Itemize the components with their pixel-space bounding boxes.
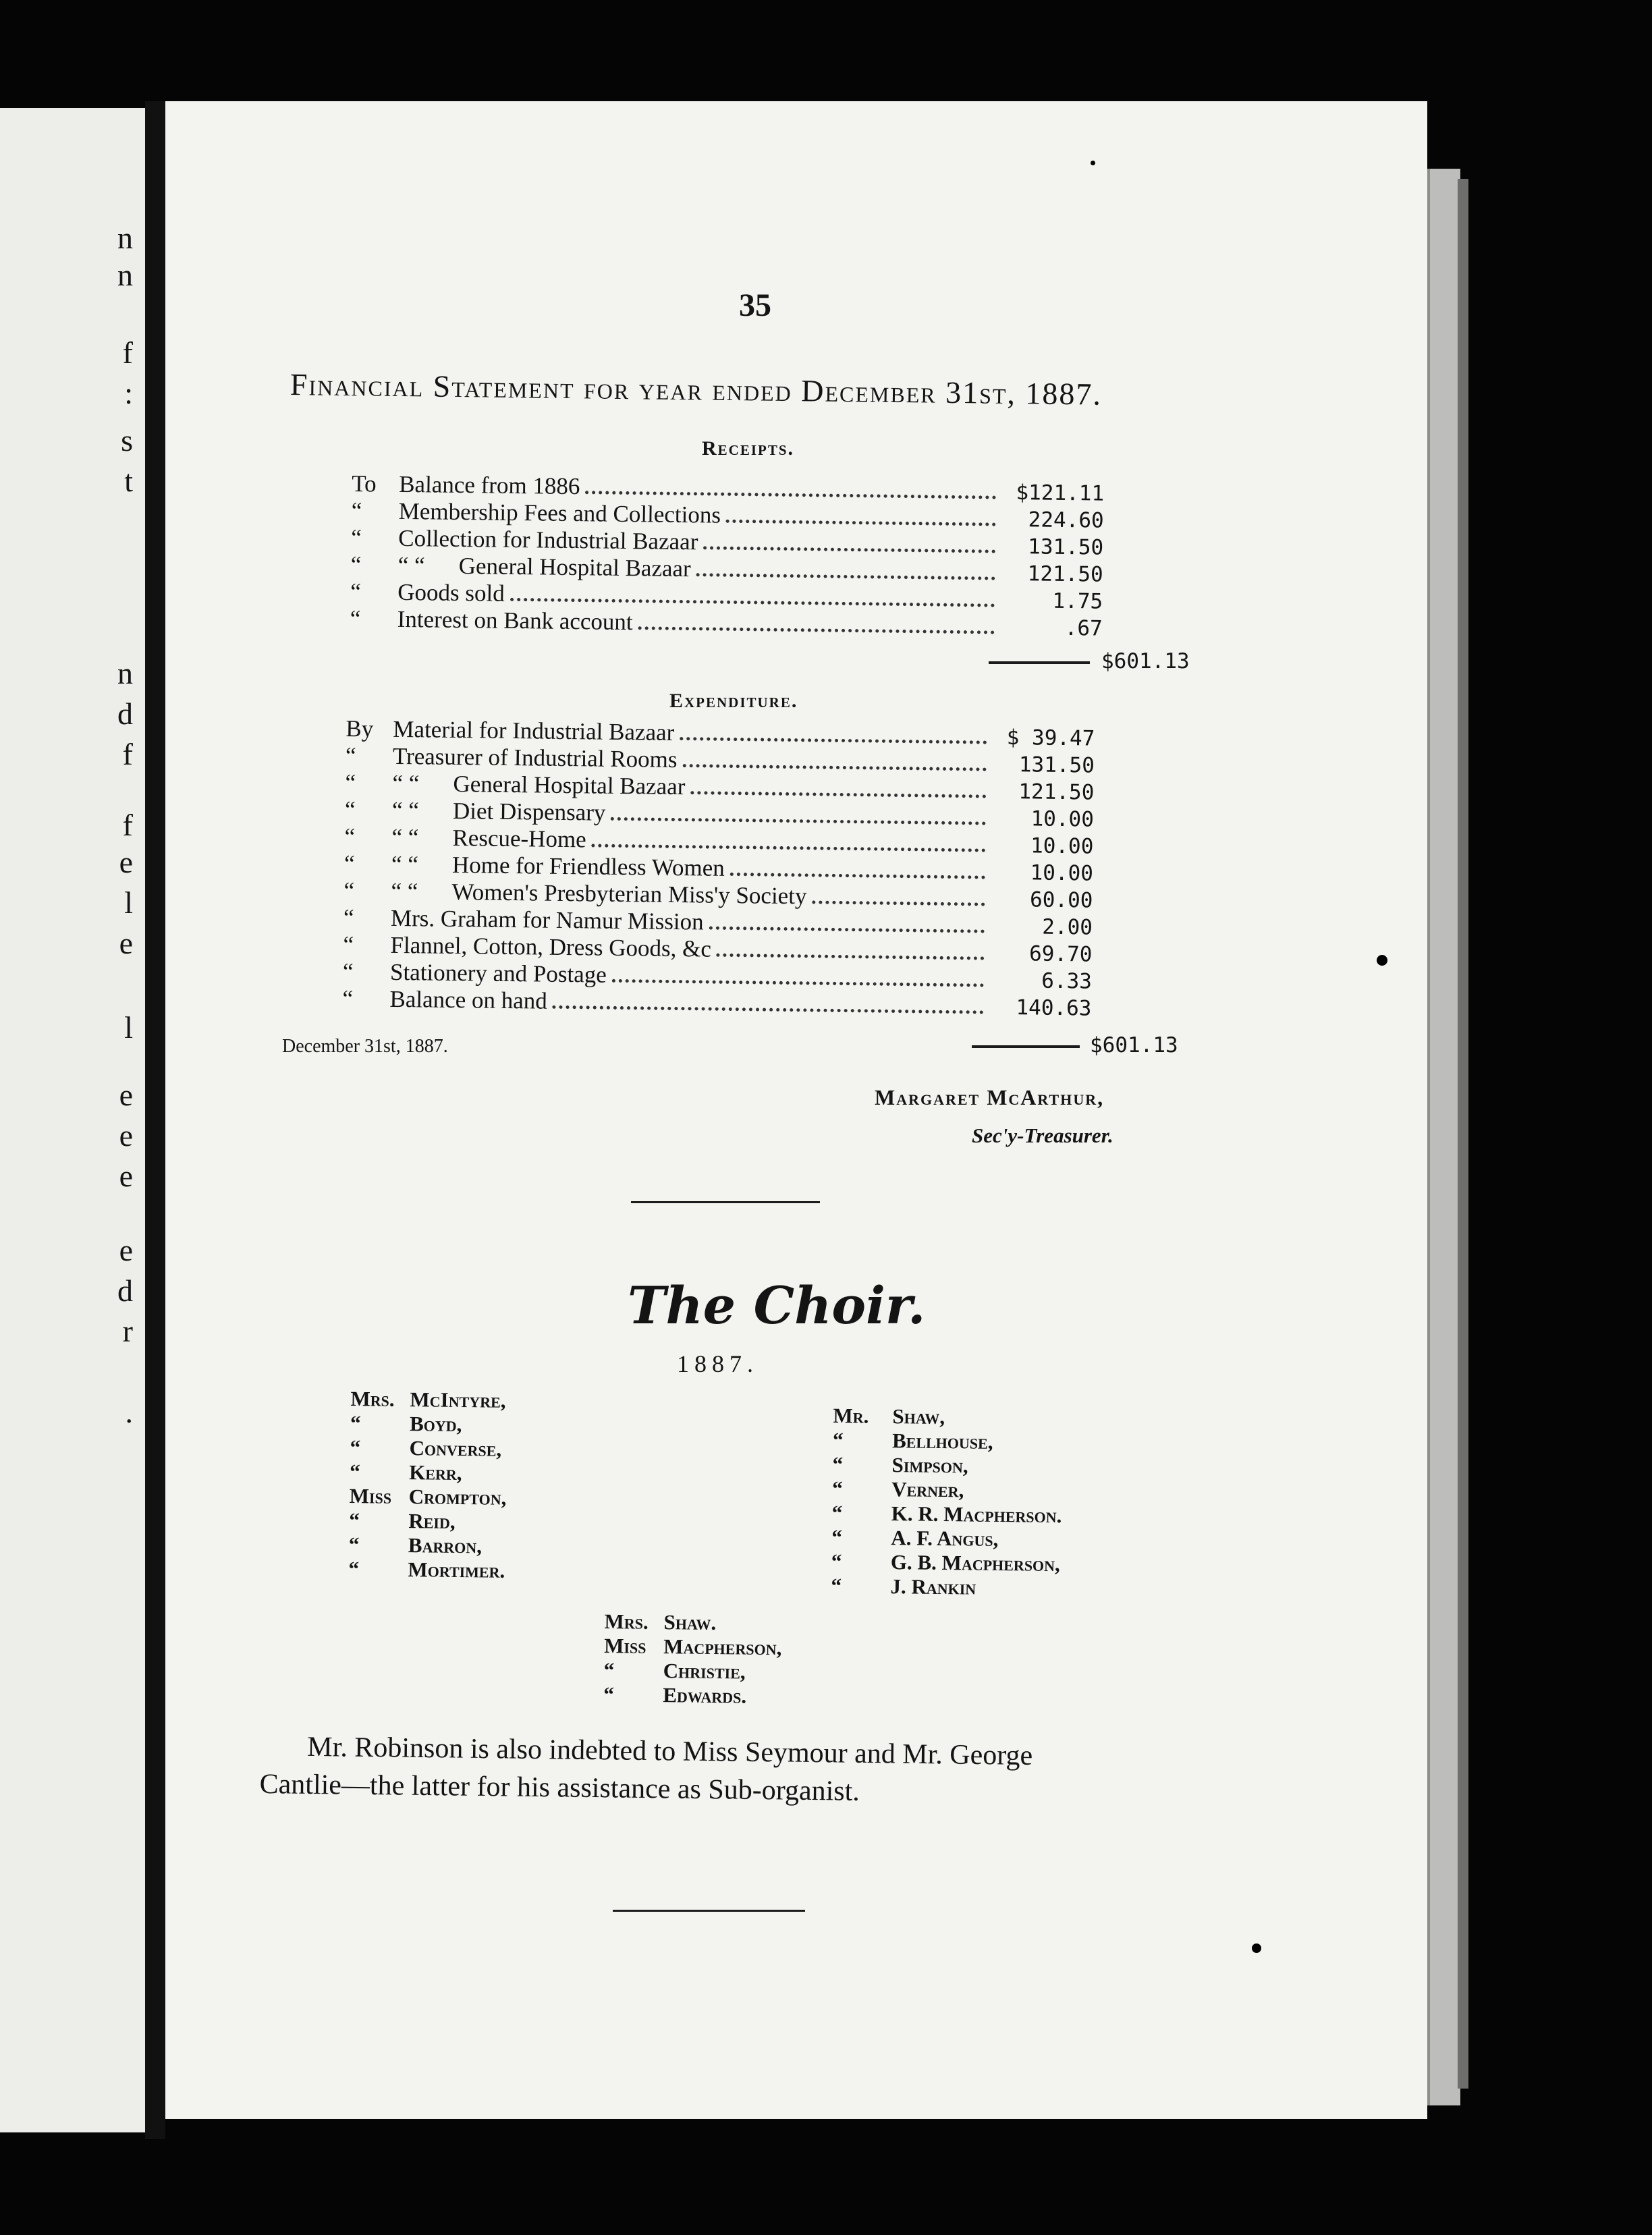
left-page-fragment: n — [117, 258, 133, 292]
member-name: Shaw. — [663, 1610, 717, 1635]
row-prefix: “ — [342, 985, 354, 1012]
row-prefix: “ — [350, 605, 361, 632]
choir-member — [604, 1634, 782, 1660]
choir-member — [831, 1525, 1062, 1552]
row-description: Mrs. Graham for Namur Mission — [390, 904, 704, 935]
receipts-total: $601.13 — [1101, 649, 1190, 673]
row-amount: 121.50 — [1018, 779, 1095, 805]
row-description: Goods sold — [397, 578, 505, 607]
left-page-fragment: f — [122, 335, 133, 370]
row-prefix: “ — [351, 524, 362, 551]
page-number: 35 — [739, 287, 771, 323]
left-page-fragment: e — [119, 845, 133, 879]
row-prefix: “ — [343, 877, 355, 904]
row-amount: 6.33 — [1041, 968, 1093, 994]
statement-heading: Financial Statement for year ended December 31st, 1887. — [290, 367, 1103, 412]
row-amount: 2.00 — [1042, 914, 1093, 940]
member-name: Mortimer. — [408, 1557, 505, 1582]
receipts-list — [350, 470, 1105, 642]
row-amount: .67 — [1064, 615, 1103, 641]
left-page-fragment: f — [122, 808, 133, 842]
left-page-fragment: t — [124, 464, 133, 498]
row-description: General Hospital Bazaar — [453, 770, 686, 800]
row-prefix: “ — [344, 823, 356, 850]
row-prefix: “ — [350, 551, 362, 578]
row-description: General Hospital Bazaar — [458, 552, 691, 582]
choir-member — [604, 1658, 782, 1684]
member-title: “ — [350, 1435, 361, 1460]
left-page-fragment: : — [124, 376, 133, 410]
row-description: Diet Dispensary — [452, 797, 606, 826]
member-name: Bellhouse, — [891, 1429, 993, 1454]
row-description: Rescue-Home — [452, 824, 586, 853]
leader-dots — [696, 573, 995, 580]
left-page-fragment: e — [119, 1233, 133, 1267]
choir-member — [831, 1549, 1062, 1576]
member-name: Converse, — [409, 1436, 502, 1461]
row-description: Interest on Bank account — [397, 605, 633, 636]
choir-member — [349, 1533, 506, 1559]
ditto-marks: “ “ — [397, 551, 425, 579]
choir-member — [350, 1435, 507, 1462]
choir-member — [832, 1477, 1062, 1503]
row-prefix: “ — [344, 796, 356, 823]
member-title: Miss — [349, 1484, 392, 1508]
choir-member — [831, 1574, 1061, 1601]
leader-dots — [680, 737, 987, 744]
row-description: Balance from 1886 — [398, 470, 580, 500]
leader-dots — [730, 873, 985, 879]
row-prefix: “ — [342, 958, 354, 985]
row-prefix: “ — [343, 931, 354, 958]
choir-member — [604, 1609, 782, 1636]
left-page-fragment: l — [124, 1010, 133, 1045]
row-amount: 60.00 — [1029, 887, 1093, 913]
row-amount: $ 39.47 — [1006, 725, 1095, 751]
statement-date: December 31st, 1887. — [282, 1036, 448, 1057]
member-name: K. R. Macpherson. — [891, 1501, 1062, 1528]
ditto-marks: “ “ — [391, 850, 419, 878]
row-prefix: To — [351, 470, 377, 497]
acknowledgement-note — [259, 1728, 1178, 1815]
left-page-fragment: . — [125, 1395, 133, 1429]
ditto-marks: “ “ — [391, 823, 419, 851]
member-name: Edwards. — [663, 1683, 747, 1708]
signature-name: Margaret McArthur, — [875, 1085, 1105, 1109]
row-amount: 10.00 — [1030, 860, 1094, 886]
ink-speck — [1091, 161, 1095, 165]
leader-dots — [703, 546, 995, 553]
choir-member — [348, 1557, 505, 1583]
note-line-2: Cantlie—the latter for his assistance as Sub-organist. — [259, 1768, 860, 1807]
row-description: Balance on hand — [389, 985, 548, 1014]
choir-title: The Choir. — [628, 1275, 926, 1335]
left-page-fragment: e — [119, 926, 133, 960]
member-title: Mrs. — [350, 1387, 395, 1411]
leader-dots — [611, 817, 986, 825]
member-name: Macpherson, — [663, 1634, 782, 1660]
member-title: Mrs. — [604, 1609, 649, 1634]
row-amount: 10.00 — [1030, 833, 1094, 859]
row-amount: 121.50 — [1027, 561, 1103, 587]
row-prefix: “ — [350, 578, 362, 605]
expenditure-total: $601.13 — [1090, 1033, 1178, 1057]
row-description: Home for Friendless Women — [451, 851, 725, 881]
leader-dots — [812, 900, 985, 906]
row-description: Material for Industrial Bazaar — [393, 715, 675, 746]
choir-member — [832, 1452, 1062, 1479]
member-title: “ — [831, 1501, 843, 1525]
choir-member — [350, 1387, 507, 1413]
leader-dots — [585, 491, 996, 499]
leader-dots — [717, 954, 985, 960]
choir-member — [350, 1411, 507, 1437]
member-name: Shaw, — [892, 1404, 945, 1429]
member-title: “ — [831, 1549, 842, 1574]
leader-dots — [553, 1005, 984, 1014]
leader-dots — [682, 764, 986, 771]
row-prefix: “ — [343, 904, 354, 931]
leader-dots — [592, 844, 986, 852]
ink-speck — [1252, 1943, 1261, 1953]
member-title: “ — [832, 1477, 843, 1501]
expenditure-total-rule — [972, 1045, 1080, 1048]
left-page-fragment: n — [117, 221, 133, 255]
left-page-fragment: e — [119, 1159, 133, 1193]
receipts-total-rule — [989, 661, 1090, 664]
ditto-marks: “ “ — [391, 877, 418, 905]
member-title: “ — [350, 1460, 360, 1484]
leader-dots — [612, 979, 984, 987]
row-amount: 140.63 — [1016, 995, 1092, 1021]
row-description: Treasurer of Industrial Rooms — [392, 742, 678, 773]
choir-center-column — [603, 1609, 782, 1709]
row-prefix: By — [346, 715, 374, 742]
member-name: Simpson, — [891, 1453, 968, 1478]
choir-left-column — [348, 1387, 507, 1583]
row-prefix: “ — [345, 769, 356, 796]
left-page-fragment: l — [124, 885, 133, 920]
member-name: G. B. Macpherson, — [890, 1550, 1061, 1576]
section-divider — [631, 1201, 820, 1203]
row-amount: 69.70 — [1028, 941, 1093, 967]
member-title: “ — [831, 1524, 843, 1549]
row-description: Women's Presbyterian Miss'y Society — [451, 878, 807, 910]
row-amount: 131.50 — [1027, 534, 1104, 560]
row-prefix: “ — [345, 742, 356, 769]
choir-member — [350, 1484, 507, 1510]
member-title: “ — [603, 1682, 615, 1707]
left-page-fragment: r — [122, 1314, 133, 1348]
member-name: Barron, — [408, 1533, 483, 1558]
left-page-fragment: s — [121, 423, 133, 458]
member-name: Kerr, — [409, 1460, 462, 1485]
row-amount: 131.50 — [1018, 752, 1095, 778]
member-name: Reid, — [408, 1509, 456, 1533]
member-title: “ — [603, 1658, 615, 1682]
ditto-marks: “ “ — [391, 796, 420, 824]
member-title: “ — [348, 1532, 360, 1557]
member-name: Crompton, — [408, 1485, 507, 1510]
row-prefix: “ — [351, 497, 362, 524]
member-title: “ — [832, 1452, 844, 1477]
choir-member — [349, 1508, 506, 1535]
left-page-edge — [0, 108, 145, 2132]
choir-member — [833, 1428, 1063, 1455]
left-page-fragment: e — [119, 1118, 133, 1153]
page-edge — [1427, 169, 1460, 2105]
expenditure-list — [342, 715, 1095, 1022]
row-amount: 10.00 — [1030, 806, 1095, 832]
bottom-divider — [613, 1910, 805, 1912]
member-name: Boyd, — [409, 1412, 462, 1437]
leader-dots — [638, 626, 995, 634]
row-description: Flannel, Cotton, Dress Goods, &c — [390, 931, 712, 962]
choir-member — [350, 1460, 507, 1486]
choir-right-column — [831, 1404, 1063, 1601]
left-page-fragment: n — [117, 656, 133, 690]
member-name: Verner, — [891, 1477, 964, 1502]
member-title: “ — [832, 1428, 844, 1452]
row-amount: 1.75 — [1052, 588, 1103, 614]
leader-dots — [510, 598, 995, 607]
member-title: Mr. — [833, 1404, 869, 1428]
left-page-fragment: d — [117, 696, 133, 731]
page-edge-shadow — [1458, 179, 1468, 2089]
choir-member — [833, 1404, 1063, 1431]
left-page-fragment: f — [122, 737, 133, 771]
book-gutter — [145, 101, 165, 2139]
row-amount: 224.60 — [1028, 507, 1104, 533]
leader-dots — [726, 520, 996, 526]
member-title: “ — [831, 1573, 842, 1598]
row-prefix: “ — [343, 850, 355, 877]
member-title: Miss — [604, 1634, 646, 1658]
member-name: Christie, — [663, 1659, 746, 1684]
receipts-title: Receipts. — [702, 437, 795, 460]
row-description: Membership Fees and Collections — [398, 497, 721, 528]
ink-speck — [1377, 955, 1387, 966]
choir-member — [832, 1501, 1062, 1528]
leader-dots — [690, 791, 986, 798]
member-title: “ — [348, 1556, 360, 1581]
member-title: “ — [350, 1411, 361, 1435]
signature-title: Sec'y-Treasurer. — [972, 1124, 1113, 1147]
member-name: McIntyre, — [410, 1387, 506, 1412]
left-page-fragment: e — [119, 1078, 133, 1112]
choir-year: 1887. — [677, 1350, 759, 1377]
member-name: A. F. Angus, — [891, 1526, 999, 1551]
leader-dots — [709, 927, 985, 933]
member-name: J. Rankin — [890, 1574, 976, 1599]
ditto-marks: “ “ — [392, 769, 420, 797]
row-description: Stationery and Postage — [389, 958, 607, 988]
note-line-1: Mr. Robinson is also indebted to Miss Seymour and Mr. George — [307, 1731, 1033, 1771]
expenditure-title: Expenditure. — [669, 690, 798, 712]
member-title: “ — [349, 1508, 360, 1533]
row-amount: $121.11 — [1016, 480, 1105, 506]
row-description: Collection for Industrial Bazaar — [398, 524, 698, 555]
left-page-fragment: d — [117, 1273, 133, 1308]
choir-member — [603, 1682, 781, 1709]
